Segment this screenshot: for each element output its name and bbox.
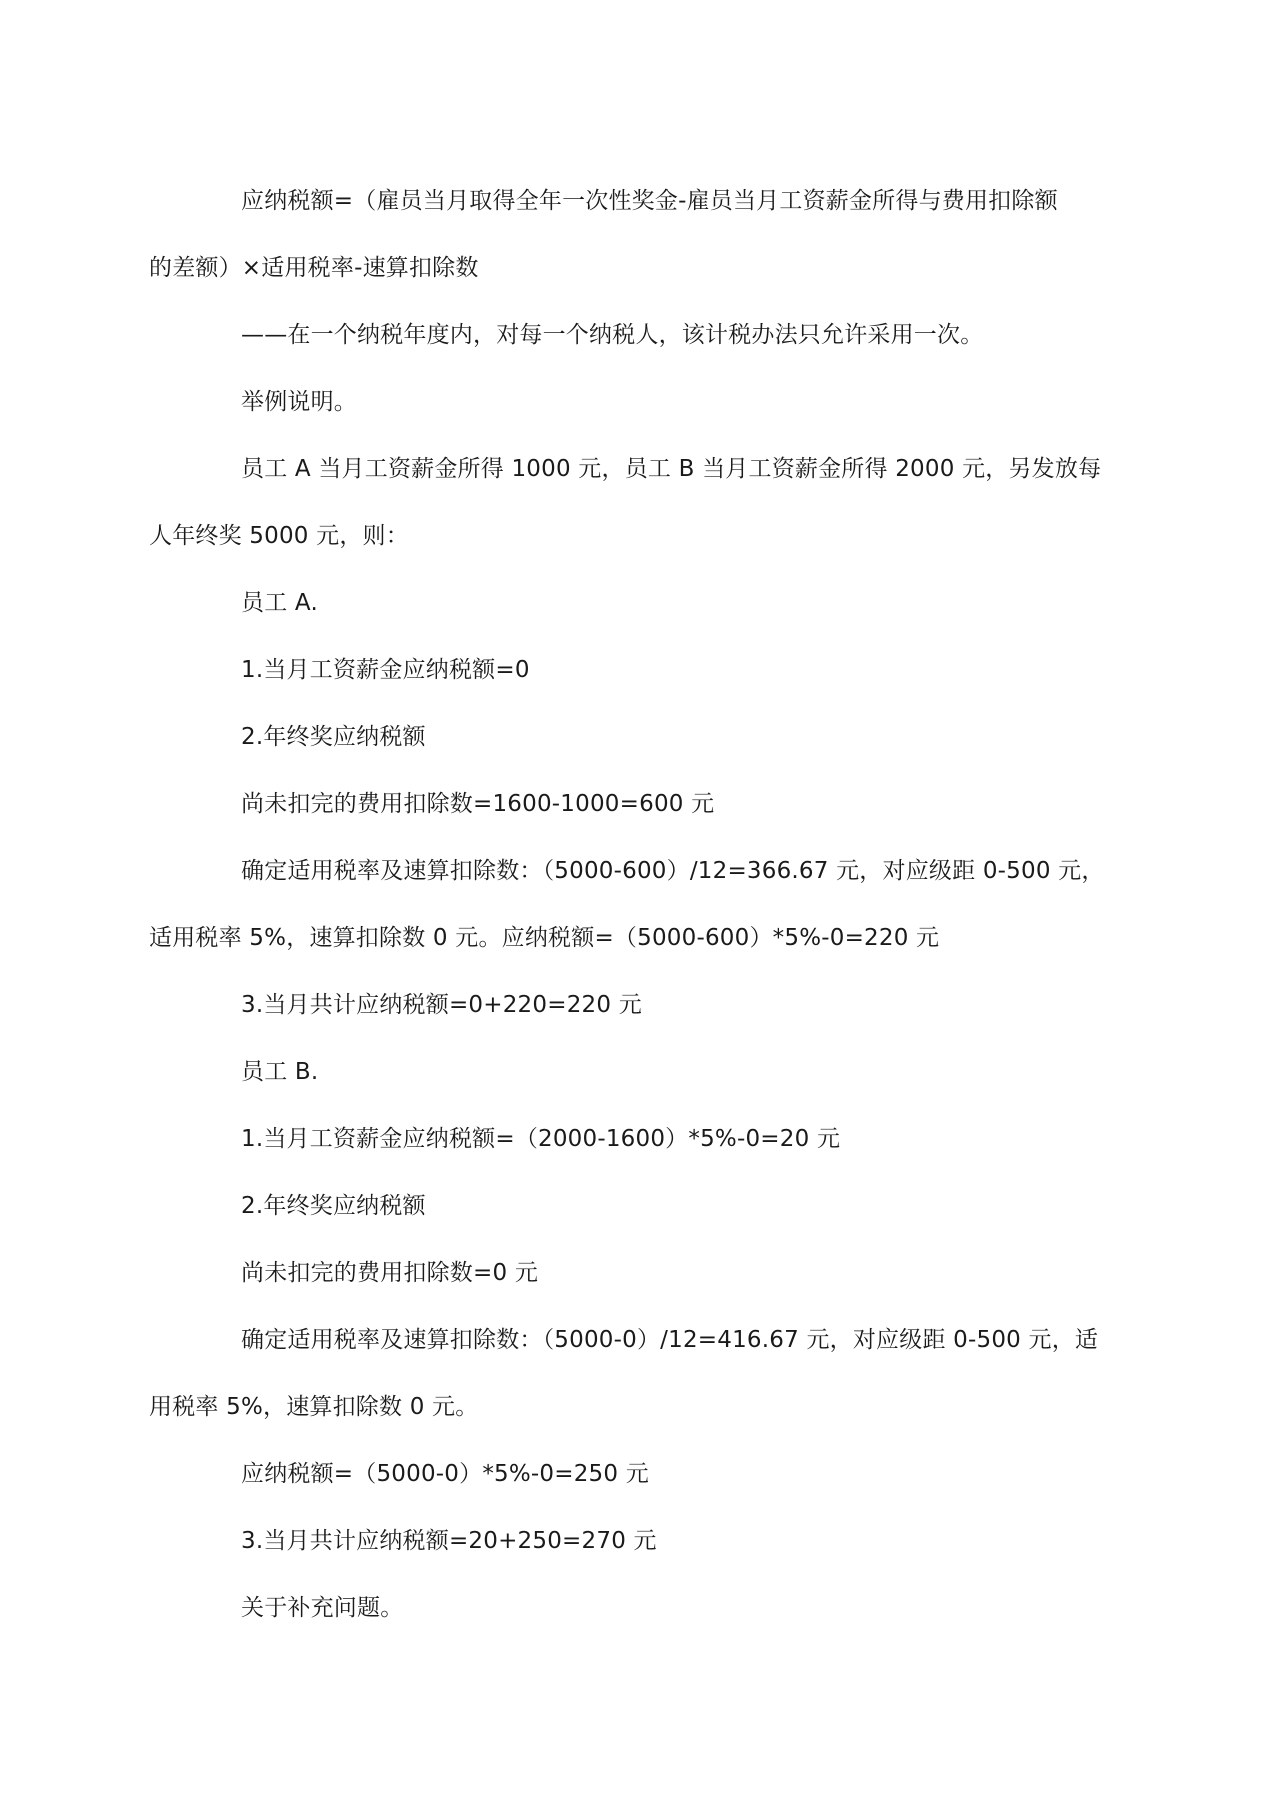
- text-line: 3.当月共计应纳税额=0+220=220 元: [241, 992, 642, 1018]
- paragraph-supplementary-heading: [195, 1575, 1095, 1642]
- paragraph-b-step-3: [195, 1508, 1095, 1575]
- text-line: 关于补充问题。: [241, 1595, 404, 1621]
- text-line: 1.当月工资薪金应纳税额=0: [241, 657, 530, 683]
- text-line: 1.当月工资薪金应纳税额=（2000-1600）*5%-0=20 元: [241, 1126, 841, 1152]
- paragraph-employee-b-heading: [195, 1039, 1095, 1106]
- paragraph-b-rate-determination: [149, 1307, 1099, 1441]
- document-body: [149, 168, 1105, 1642]
- paragraph-a-step-3: [195, 972, 1095, 1039]
- paragraph-b-remaining-deduction: [195, 1240, 1095, 1307]
- paragraph-example-heading: [195, 369, 1095, 436]
- text-line: 应纳税额=（5000-0）*5%-0=250 元: [241, 1461, 649, 1487]
- paragraph-example-setup: [149, 436, 1102, 570]
- text-line: 员工 A 当月工资薪金所得 1000 元，员工 B 当月工资薪金所得 2000 元，另发放每: [241, 456, 1102, 482]
- text-line: 用税率 5%，速算扣除数 0 元。: [149, 1394, 479, 1420]
- text-line: 适用税率 5%，速算扣除数 0 元。应纳税额=（5000-600）*5%-0=220 元: [149, 925, 940, 951]
- paragraph-a-remaining-deduction: [195, 771, 1095, 838]
- paragraph-a-step-1: [195, 637, 1095, 704]
- text-line: 2.年终奖应纳税额: [241, 724, 426, 750]
- text-line: 人年终奖 5000 元，则：: [149, 523, 409, 549]
- text-line: 2.年终奖应纳税额: [241, 1193, 426, 1219]
- paragraph-once-rule: [195, 302, 1095, 369]
- text-line: 的差额）×适用税率-速算扣除数: [149, 255, 479, 281]
- text-line: 3.当月共计应纳税额=20+250=270 元: [241, 1528, 657, 1554]
- paragraph-tax-formula: [149, 168, 1095, 302]
- text-line: 尚未扣完的费用扣除数=0 元: [241, 1260, 539, 1286]
- text-line: 确定适用税率及速算扣除数：（5000-0）/12=416.67 元，对应级距 0-500 元，适: [241, 1327, 1099, 1353]
- text-line: 员工 B.: [241, 1059, 319, 1085]
- text-line: 确定适用税率及速算扣除数：（5000-600）/12=366.67 元，对应级距 0-500 元，: [241, 858, 1105, 884]
- paragraph-b-step-2: [195, 1173, 1095, 1240]
- paragraph-b-tax-payable: [195, 1441, 1095, 1508]
- text-line: ——在一个纳税年度内，对每一个纳税人，该计税办法只允许采用一次。: [241, 322, 984, 348]
- paragraph-employee-a-heading: [195, 570, 1095, 637]
- paragraph-a-step-2: [195, 704, 1095, 771]
- paragraph-b-step-1: [195, 1106, 1095, 1173]
- text-line: 举例说明。: [241, 389, 357, 415]
- text-line: 尚未扣完的费用扣除数=1600-1000=600 元: [241, 791, 715, 817]
- text-line: 应纳税额=（雇员当月取得全年一次性奖金-雇员当月工资薪金所得与费用扣除额: [241, 188, 1058, 214]
- text-line: 员工 A.: [241, 590, 318, 616]
- paragraph-a-rate-determination: [149, 838, 1105, 972]
